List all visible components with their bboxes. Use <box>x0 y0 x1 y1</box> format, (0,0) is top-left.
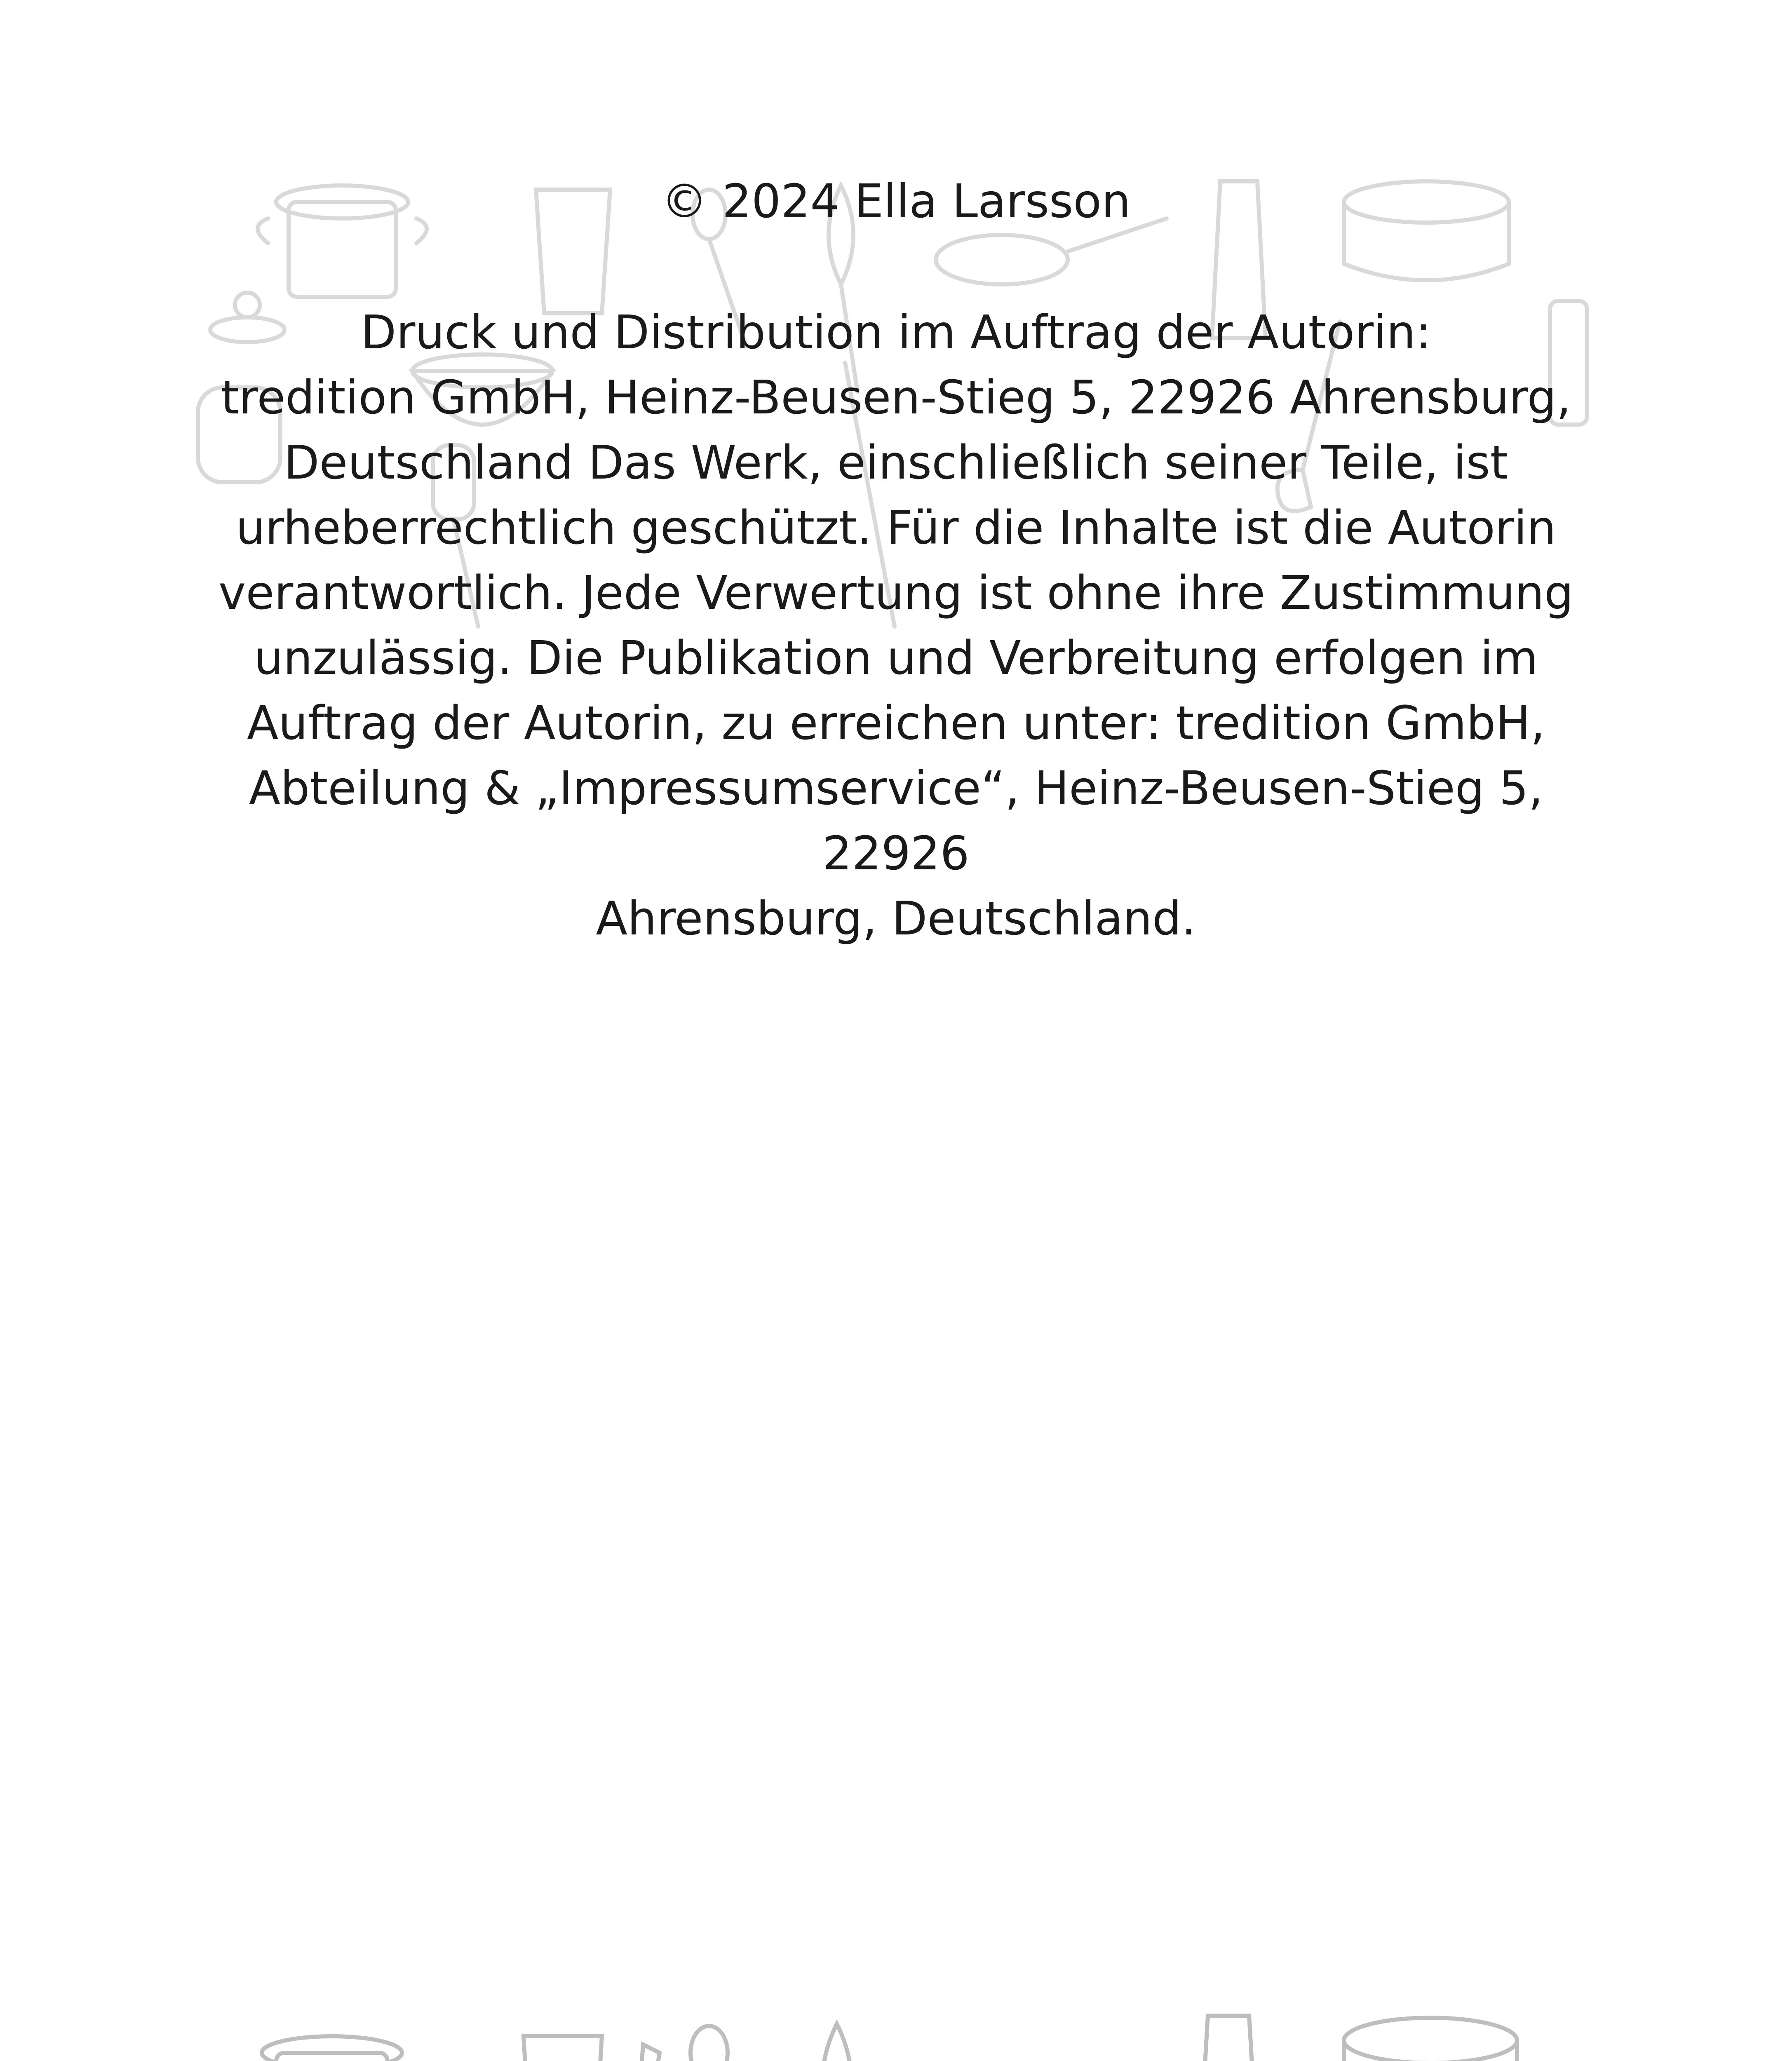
imprint-line: Druck und Distribution im Auftrag der Autorin: <box>361 306 1431 359</box>
kitchen-utensils-icon <box>0 1987 1792 2061</box>
imprint-line: verantwortlich. Jede Verwertung ist ohne ihre Zustimmung <box>218 566 1574 620</box>
imprint-line: unzulässig. Die Publikation und Verbreitung erfolgen im <box>254 631 1538 685</box>
imprint-block <box>177 169 1615 951</box>
imprint-line: Deutschland Das Werk, einschließlich seiner Teile, ist <box>284 436 1508 490</box>
imprint-line: Auftrag der Autorin, zu erreichen unter: tredition GmbH, <box>247 697 1545 750</box>
imprint-line: Abteilung & „Impressumservice“, Heinz-Beusen-Stieg 5, 22926 <box>249 762 1543 880</box>
imprint-line: tredition GmbH, Heinz-Beusen-Stieg 5, 22926 Ahrensburg, <box>221 371 1571 425</box>
kitchen-illustration-bottom <box>0 1987 1792 2061</box>
imprint-line: Ahrensburg, Deutschland. <box>596 892 1196 946</box>
imprint-line: urheberrechtlich geschützt. Für die Inhalte ist die Autorin <box>236 501 1556 555</box>
imprint-text <box>177 300 1615 951</box>
copyright-line: © 2024 Ella Larsson <box>661 175 1131 228</box>
